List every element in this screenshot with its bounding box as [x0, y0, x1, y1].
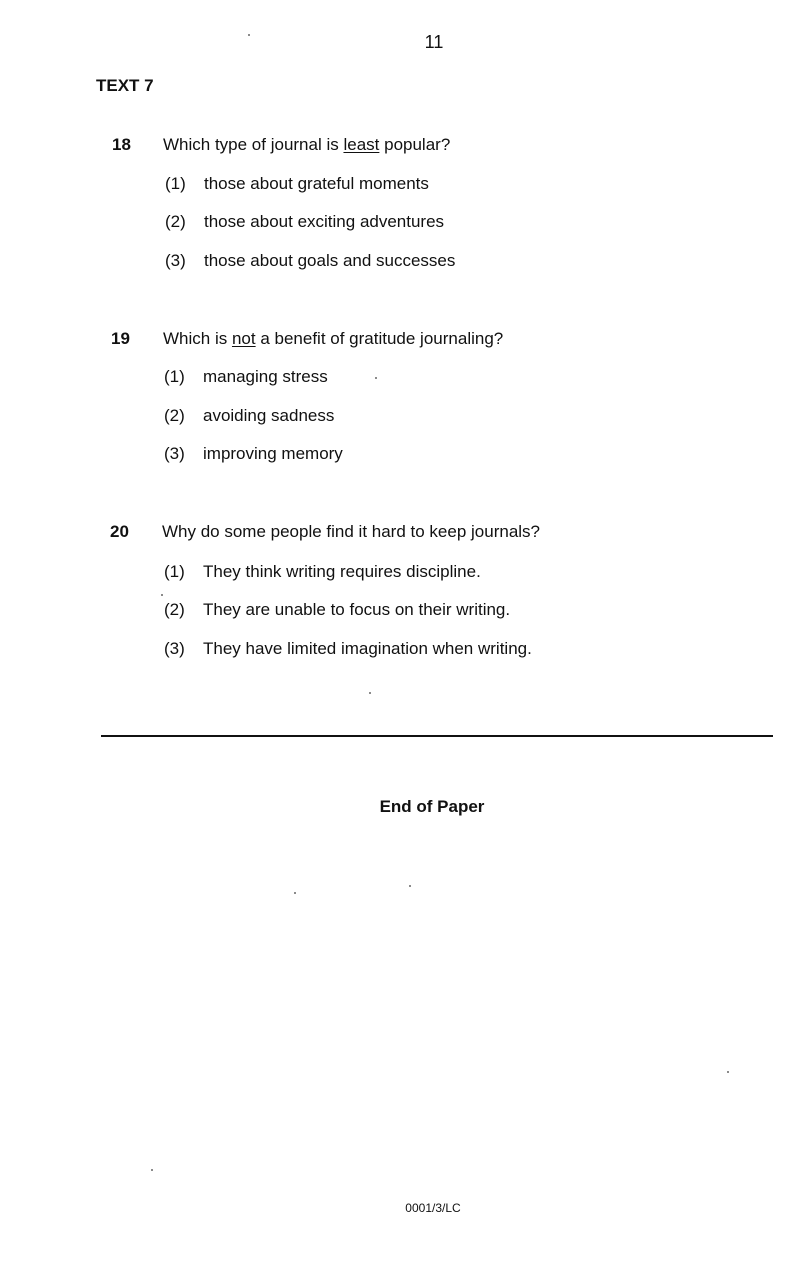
scan-speck	[248, 34, 250, 36]
question-emphasis: least	[343, 135, 380, 154]
question-text	[163, 135, 450, 155]
option-text: avoiding sadness	[203, 406, 335, 425]
option-text: those about goals and successes	[204, 251, 456, 270]
scan-speck	[727, 1071, 729, 1073]
question-text-part: Which is	[163, 329, 232, 348]
option-text: They have limited imagination when writing.	[203, 639, 532, 658]
option-text: They think writing requires discipline.	[203, 562, 481, 581]
question-text-part: popular?	[379, 135, 451, 154]
divider-rule	[101, 735, 773, 737]
scan-speck	[294, 892, 296, 894]
option-text: managing stress	[203, 367, 328, 386]
question-number: 20	[110, 522, 129, 541]
option-number: (2)	[165, 212, 186, 231]
question-text: Why do some people find it hard to keep journals?	[162, 522, 541, 541]
scan-speck	[409, 885, 411, 887]
scan-speck	[161, 594, 163, 596]
option-text: They are unable to focus on their writing.	[203, 600, 511, 619]
option-number: (1)	[164, 367, 185, 386]
option-number: (2)	[164, 600, 185, 619]
footer-code: 0001/3/LC	[405, 1201, 461, 1215]
option-number: (1)	[165, 174, 186, 193]
question-emphasis: not	[231, 329, 256, 348]
end-of-paper: End of Paper	[379, 797, 485, 816]
option-number: (3)	[164, 444, 185, 463]
option-number: (3)	[164, 639, 185, 658]
question-number: 18	[112, 135, 131, 154]
option-text: improving memory	[203, 444, 343, 463]
scan-speck	[369, 692, 371, 694]
option-text: those about grateful moments	[204, 174, 429, 193]
option-number: (2)	[164, 406, 185, 425]
option-text: those about exciting adventures	[204, 212, 445, 231]
scan-speck	[375, 377, 377, 379]
question-number: 19	[111, 329, 130, 348]
option-number: (1)	[164, 562, 185, 581]
question-text-part: a benefit of gratitude journaling?	[255, 329, 504, 348]
scan-speck	[151, 1169, 153, 1171]
question-text	[163, 329, 503, 349]
page-number: 11	[424, 32, 444, 52]
section-title: TEXT 7	[96, 76, 154, 95]
option-number: (3)	[165, 251, 186, 270]
question-text-part: Which type of journal is	[163, 135, 344, 154]
